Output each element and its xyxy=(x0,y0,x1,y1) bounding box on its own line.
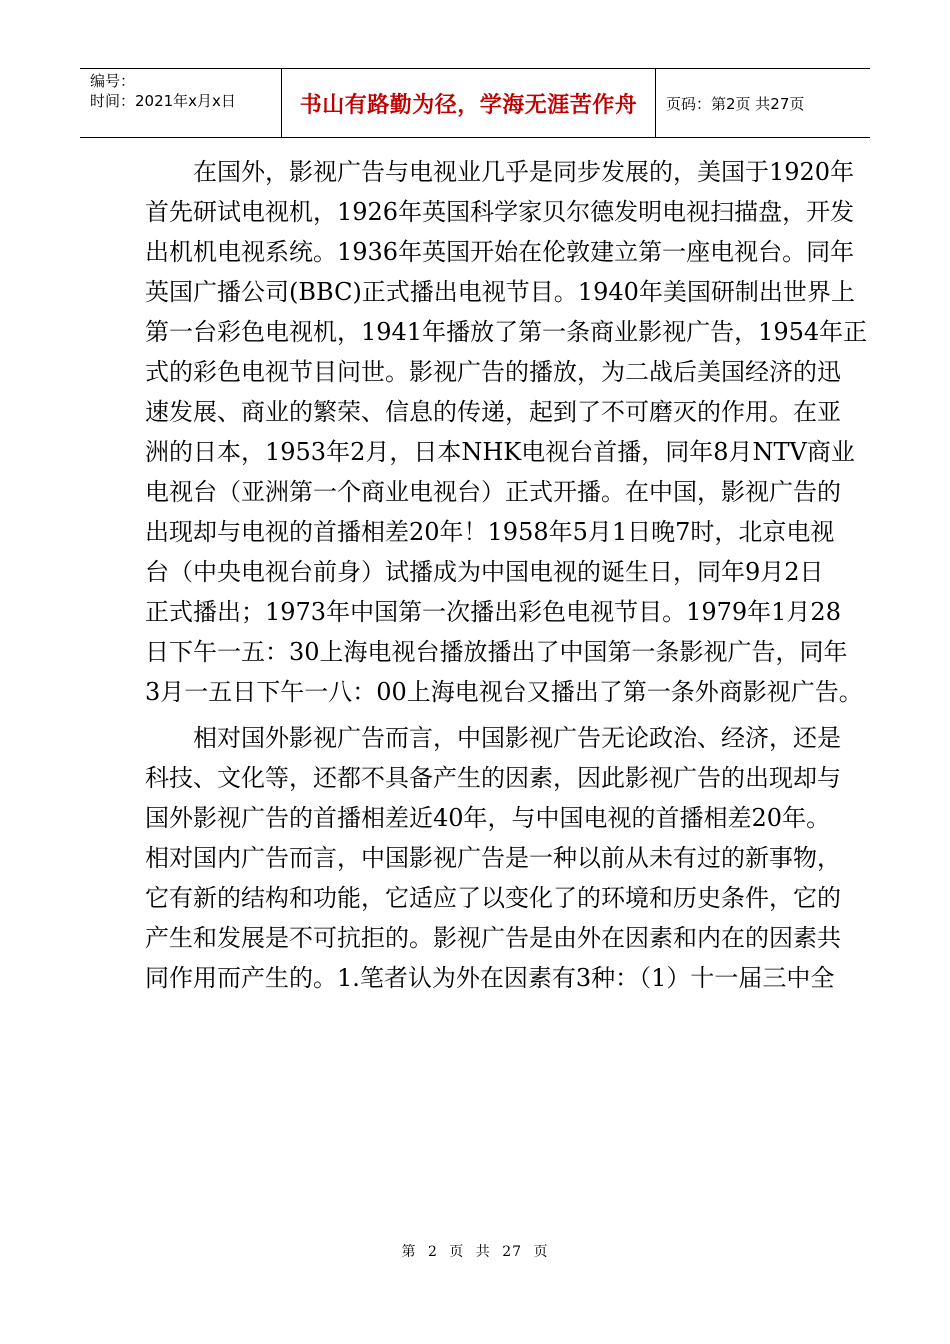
document-number-label: 编号： xyxy=(90,72,136,90)
page-footer: 第 2 页 共 27 页 xyxy=(401,1244,549,1260)
document-time-label: 时间：2021年x月x日 xyxy=(90,92,236,110)
text-line: 在国外，影视广告与电视业几乎是同步发展的，美国于1920年 xyxy=(193,158,855,186)
header-meta xyxy=(80,69,282,137)
text-line: 科技、文化等，还都不具备产生的因素，因此影视广告的出现却与 xyxy=(145,764,841,792)
paragraph-2 xyxy=(145,718,841,998)
text-line: 台（中央电视台前身）试播成为中国电视的诞生日，同年9月2日 xyxy=(145,558,824,586)
text-line: 电视台（亚洲第一个商业电视台）正式开播。在中国，影视广告的 xyxy=(145,478,841,506)
text-line: 出机机电视系统。1936年英国开始在伦敦建立第一座电视台。同年 xyxy=(145,238,855,266)
text-line: 第一台彩色电视机，1941年播放了第一条商业影视广告，1954年正 xyxy=(145,318,868,346)
text-line: 日下午一五：30上海电视台播放播出了中国第一条影视广告，同年 xyxy=(145,638,848,666)
text-line: 式的彩色电视节目问世。影视广告的播放，为二战后美国经济的迅 xyxy=(145,358,841,386)
text-line: 出现却与电视的首播相差20年！1958年5月1日晚7时，北京电视 xyxy=(145,518,835,546)
text-line: 产生和发展是不可抗拒的。影视广告是由外在因素和内在的因素共 xyxy=(145,924,841,952)
text-line: 速发展、商业的繁荣、信息的传递，起到了不可磨灭的作用。在亚 xyxy=(145,398,841,426)
text-line: 国外影视广告的首播相差近40年，与中国电视的首播相差20年。 xyxy=(145,804,831,832)
text-line: 相对国内广告而言，中国影视广告是一种以前从未有过的新事物， xyxy=(145,844,841,872)
paragraph-1 xyxy=(145,152,868,712)
text-line: 正式播出；1973年中国第一次播出彩色电视节目。1979年1月28 xyxy=(145,598,841,626)
text-line: 同作用而产生的。1.笔者认为外在因素有3种：（1）十一届三中全 xyxy=(145,964,835,992)
document-body xyxy=(145,152,868,998)
text-line: 它有新的结构和功能，它适应了以变化了的环境和历史条件，它的 xyxy=(145,884,841,912)
header-motto: 书山有路勤为径，学海无涯苦作舟 xyxy=(282,69,656,137)
text-line: 3月一五日下午一八：00上海电视台又播出了第一条外商影视广告。 xyxy=(145,678,863,706)
text-line: 英国广播公司(BBC)正式播出电视节目。1940年美国研制出世界上 xyxy=(145,278,855,306)
page-header xyxy=(80,68,870,138)
text-line: 洲的日本，1953年2月，日本NHK电视台首播，同年8月NTV商业 xyxy=(145,438,855,466)
text-line: 相对国外影视广告而言，中国影视广告无论政治、经济，还是 xyxy=(193,724,841,752)
text-line: 首先研试电视机，1926年英国科学家贝尔德发明电视扫描盘，开发 xyxy=(145,198,855,226)
header-page-code: 页码：第2页 共27页 xyxy=(666,94,805,113)
